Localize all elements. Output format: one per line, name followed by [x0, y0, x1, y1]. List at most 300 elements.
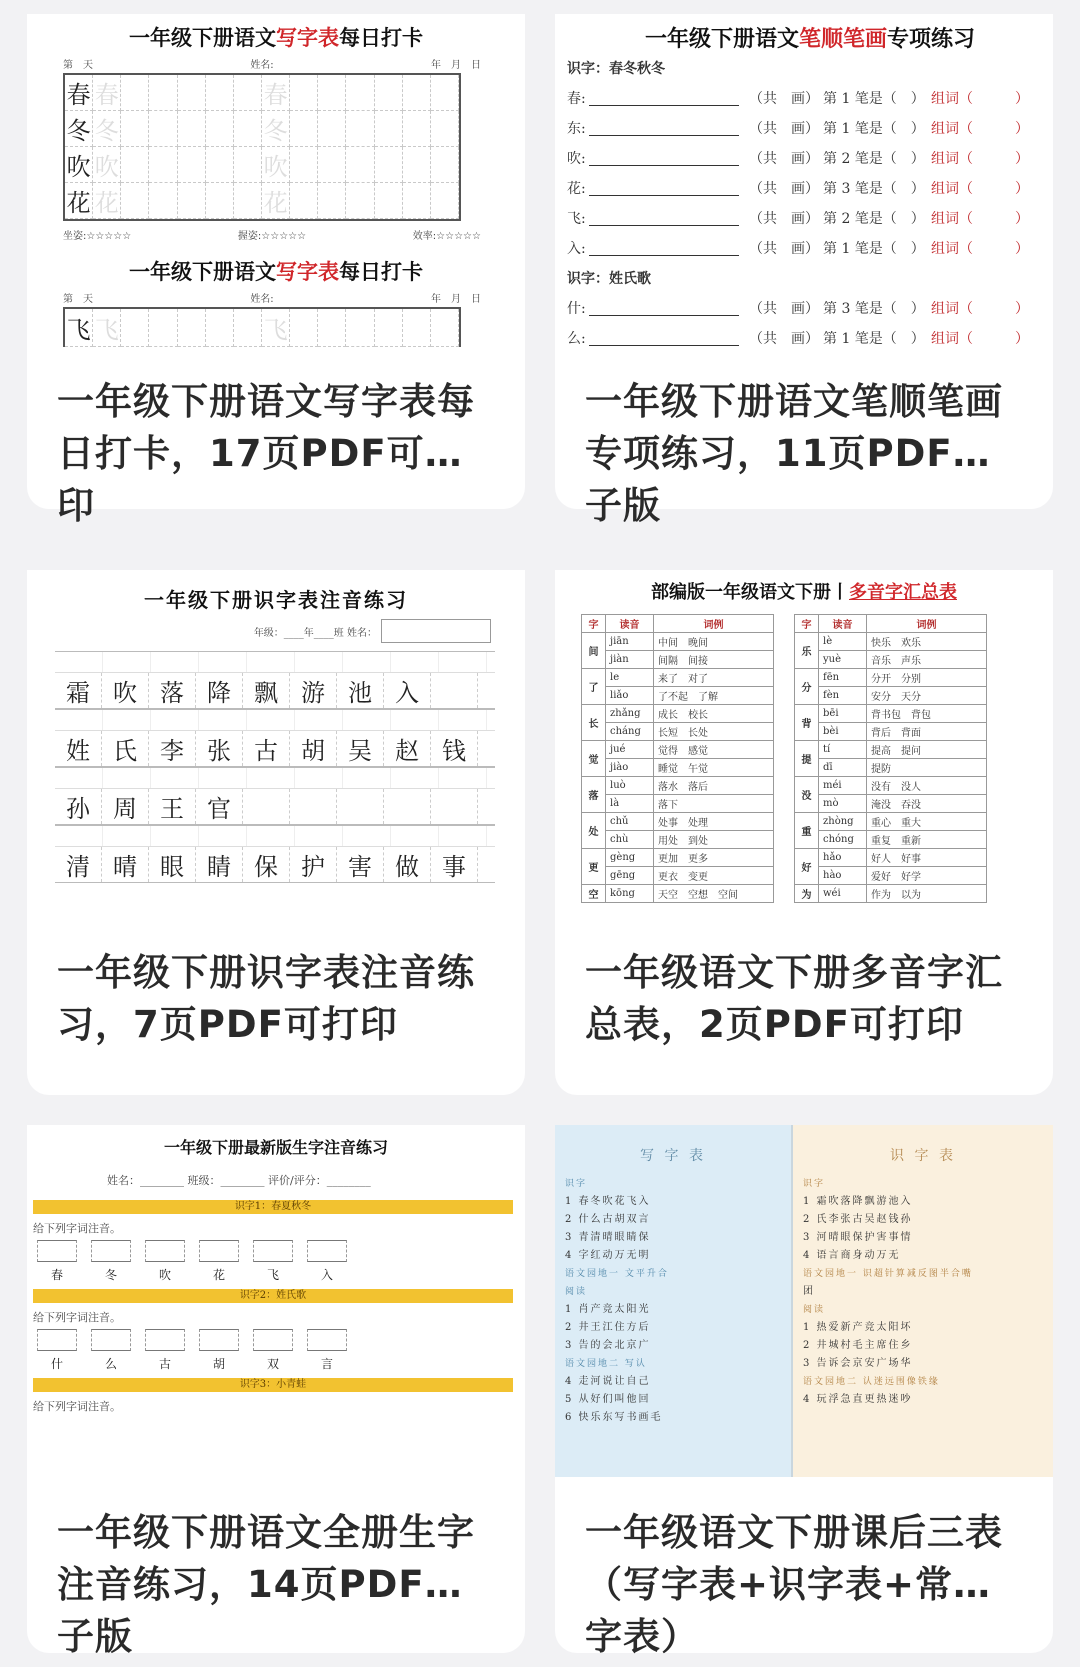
- stroke-count: （共 画）: [749, 211, 819, 227]
- grid-trace-char: 冬: [262, 111, 290, 147]
- example-cell: 落水 落后: [654, 777, 774, 795]
- table-row: [582, 741, 774, 759]
- table-row: [582, 831, 774, 849]
- table-row: [582, 885, 774, 903]
- pinyin-cell: jué: [606, 741, 654, 759]
- word-prompt: 组词（ ）: [931, 241, 1029, 257]
- table-row: [795, 777, 987, 795]
- example-cell: 快乐 欢乐: [867, 633, 987, 651]
- example-cell: 天空 空想 空间: [654, 885, 774, 903]
- pinyin-cell: luò: [606, 777, 654, 795]
- stroke-order: 第 1 笔是（ ）: [823, 331, 925, 347]
- answer-line: [589, 300, 739, 316]
- practice-char: [337, 789, 384, 824]
- pinyin-box: [145, 1240, 185, 1262]
- practice-char: 胡: [290, 731, 337, 766]
- poly-char: 重: [795, 813, 819, 849]
- example-cell: 觉得 感觉: [654, 741, 774, 759]
- book-line: 1 春冬吹花飞入: [565, 1196, 651, 1207]
- table-row: [795, 651, 987, 669]
- grid-trace-char: 飞: [93, 309, 121, 347]
- example-cell: 安分 天分: [867, 687, 987, 705]
- pinyin-cell: méi: [819, 777, 867, 795]
- stroke-count: （共 画）: [749, 241, 819, 257]
- pinyin-cell: le: [606, 669, 654, 687]
- pinyin-cell: lè: [819, 633, 867, 651]
- poly-char: 觉: [582, 741, 606, 777]
- section-prompt: 给下列字词注音。: [33, 1311, 121, 1324]
- table-row: [795, 687, 987, 705]
- pinyin-cell: dī: [819, 759, 867, 777]
- stroke-row-char: 飞:: [567, 211, 586, 227]
- stroke-count: （共 画）: [749, 121, 819, 137]
- book-line: 1 霜吹落降飘游池入: [803, 1196, 913, 1207]
- column-header: 字: [795, 615, 819, 633]
- grid-trace-char: 飞: [262, 309, 290, 347]
- book-line: 3 青清晴眼睛保: [565, 1232, 651, 1243]
- char-box: [37, 1240, 77, 1283]
- example-cell: 中间 晚间: [654, 633, 774, 651]
- pinyin-cell: jiào: [606, 759, 654, 777]
- stroke-order: 第 2 笔是（ ）: [823, 211, 925, 227]
- stroke-row: [567, 173, 1053, 203]
- practice-char: 钱: [431, 731, 478, 766]
- stroke-count: （共 画）: [749, 91, 819, 107]
- card-3-thumbnail[interactable]: [27, 570, 525, 920]
- book-line: 2 氏李张古吴赵钱孙: [803, 1214, 913, 1225]
- example-cell: 背后 背面: [867, 723, 987, 741]
- grid-char: 吹: [65, 147, 93, 183]
- answer-line: [589, 120, 739, 136]
- practice-char: 护: [290, 847, 337, 882]
- meta-date: 年 月 日: [431, 60, 481, 71]
- answer-line: [589, 150, 739, 166]
- pinyin-box: [307, 1329, 347, 1351]
- card-title[interactable]: 一年级下册语文写字表每日打卡，17页PDF可打印: [57, 380, 475, 527]
- product-card-4[interactable]: [555, 570, 1053, 1095]
- box-char: 么: [104, 1357, 117, 1371]
- table-row: [582, 723, 774, 741]
- stroke-row-char: 春:: [567, 91, 586, 107]
- table-row: [795, 759, 987, 777]
- char-box: [307, 1329, 347, 1372]
- book-line: 语文园地一 识超针算减反图半合嘴: [803, 1269, 973, 1279]
- pinyin-lines: [55, 651, 495, 673]
- product-card-1[interactable]: [27, 14, 525, 527]
- column-header: 读音: [819, 615, 867, 633]
- pinyin-cell: zhǎng: [606, 705, 654, 723]
- card-6-thumbnail[interactable]: [555, 1125, 1053, 1477]
- stroke-order: 第 2 笔是（ ）: [823, 151, 925, 167]
- example-cell: 用处 到处: [654, 831, 774, 849]
- example-cell: 重心 重大: [867, 813, 987, 831]
- answer-line: [589, 90, 739, 106]
- pinyin-cell: kōng: [606, 885, 654, 903]
- example-cell: 成长 校长: [654, 705, 774, 723]
- stroke-row-char: 东:: [567, 121, 586, 137]
- table-row: [795, 831, 987, 849]
- example-cell: 作为 以为: [867, 885, 987, 903]
- stroke-order: 第 3 笔是（ ）: [823, 181, 925, 197]
- char-box: [37, 1329, 77, 1372]
- table-row: [795, 867, 987, 885]
- example-cell: 来了 对了: [654, 669, 774, 687]
- pinyin-box: [199, 1329, 239, 1351]
- answer-line: [589, 210, 739, 226]
- pinyin-cell: cháng: [606, 723, 654, 741]
- stroke-row: [567, 83, 1053, 113]
- pinyin-box: [91, 1240, 131, 1262]
- stroke-row: [567, 323, 1053, 353]
- pinyin-cell: bèi: [819, 723, 867, 741]
- table-row: [582, 633, 774, 651]
- lesson-bar: 识字3：小青蛙: [33, 1378, 513, 1392]
- practice-char: 入: [384, 673, 431, 708]
- example-cell: 没有 没人: [867, 777, 987, 795]
- example-cell: 更加 更多: [654, 849, 774, 867]
- pinyin-box: [91, 1329, 131, 1351]
- pinyin-cell: mò: [819, 795, 867, 813]
- practice-char: 李: [149, 731, 196, 766]
- grid-trace-char: 花: [262, 183, 290, 219]
- pinyin-cell: chù: [606, 831, 654, 849]
- box-char: 言: [320, 1357, 333, 1371]
- example-cell: 爱好 好学: [867, 867, 987, 885]
- table-row: [582, 759, 774, 777]
- pinyin-cell: bēi: [819, 705, 867, 723]
- pinyin-cell: tí: [819, 741, 867, 759]
- pinyin-cell: gēng: [606, 867, 654, 885]
- stroke-row: [567, 293, 1053, 323]
- example-cell: 提防: [867, 759, 987, 777]
- card-5-thumbnail[interactable]: [27, 1125, 525, 1477]
- word-prompt: 组词（ ）: [931, 91, 1029, 107]
- book-line: 3 河晴眼保护害事情: [803, 1232, 913, 1243]
- stroke-order: 第 1 笔是（ ）: [823, 121, 925, 137]
- table-row: [795, 705, 987, 723]
- writing-table-page: [555, 1125, 793, 1477]
- practice-char: 睛: [196, 847, 243, 882]
- poly-char: 了: [582, 669, 606, 705]
- char-row: [55, 847, 495, 883]
- table-row: [582, 867, 774, 885]
- table-header: [795, 615, 987, 633]
- column-header: 词例: [867, 615, 987, 633]
- doc-title-2: 一年级下册语文写字表每日打卡: [129, 259, 423, 284]
- poly-char: 空: [582, 885, 606, 903]
- book-line: 3 告的会北京广: [565, 1340, 651, 1351]
- stroke-row-char: 入:: [567, 241, 586, 257]
- box-char: 冬: [104, 1268, 117, 1282]
- book-line: 语文园地二 认迷远围像铁缘: [803, 1377, 940, 1387]
- example-cell: 提高 提问: [867, 741, 987, 759]
- rating-posture: 坐姿:☆☆☆☆☆: [63, 231, 132, 242]
- table-row: [795, 795, 987, 813]
- card-1-thumbnail[interactable]: [27, 14, 525, 344]
- char-box: [199, 1329, 239, 1372]
- card-4-thumbnail[interactable]: [555, 570, 1053, 920]
- example-cell: 长短 长处: [654, 723, 774, 741]
- pinyin-lines: [55, 709, 495, 731]
- table-row: [582, 651, 774, 669]
- poly-char: 落: [582, 777, 606, 813]
- grid-trace-char: 冬: [93, 111, 121, 147]
- section-prompt: 给下列字词注音。: [33, 1400, 121, 1413]
- book-line: 语文园地一 文平升合: [565, 1269, 669, 1279]
- card-title[interactable]: 一年级语文下册课后三表（写字表+识字表+常用字表）: [585, 1511, 1003, 1658]
- stroke-count: （共 画）: [749, 301, 819, 317]
- word-prompt: 组词（ ）: [931, 181, 1029, 197]
- practice-char: 做: [384, 847, 431, 882]
- rating-efficiency: 效率:☆☆☆☆☆: [412, 231, 481, 242]
- doc-title: 一年级下册最新版生字注音练习: [163, 1138, 388, 1157]
- table-row: [795, 669, 987, 687]
- pinyin-box: [253, 1240, 293, 1262]
- practice-char: [290, 789, 337, 824]
- char-box: [253, 1329, 293, 1372]
- practice-char: 官: [196, 789, 243, 824]
- poly-char: 好: [795, 849, 819, 885]
- column-header: 词例: [654, 615, 774, 633]
- table-row: [582, 813, 774, 831]
- book-line: 团: [803, 1286, 815, 1297]
- table-row: [795, 849, 987, 867]
- table-row: [795, 813, 987, 831]
- box-char: 胡: [212, 1357, 225, 1371]
- poly-char: 更: [582, 849, 606, 885]
- polyphonic-table-right: [794, 614, 987, 903]
- example-cell: 更衣 变更: [654, 867, 774, 885]
- doc-title: 一年级下册识字表注音练习: [144, 588, 408, 612]
- table-row: [795, 723, 987, 741]
- pinyin-cell: liǎo: [606, 687, 654, 705]
- answer-line: [589, 180, 739, 196]
- pinyin-box: [37, 1329, 77, 1351]
- doc-title: 部编版一年级语文下册丨多音字汇总表: [651, 582, 957, 603]
- example-cell: 音乐 声乐: [867, 651, 987, 669]
- practice-char: 保: [243, 847, 290, 882]
- example-cell: 重复 重新: [867, 831, 987, 849]
- practice-char: 事: [431, 847, 478, 882]
- table-row: [795, 741, 987, 759]
- practice-char: 眼: [149, 847, 196, 882]
- answer-line: [589, 240, 739, 256]
- product-card-6[interactable]: [555, 1125, 1053, 1658]
- box-char: 入: [320, 1268, 333, 1282]
- example-cell: 睡觉 午觉: [654, 759, 774, 777]
- poly-char: 乐: [795, 633, 819, 669]
- char-box: [145, 1240, 185, 1283]
- pinyin-cell: hǎo: [819, 849, 867, 867]
- stroke-count: （共 画）: [749, 181, 819, 197]
- grid-char: 春: [65, 75, 93, 111]
- box-char: 春: [50, 1268, 63, 1282]
- table-header: [582, 615, 774, 633]
- book-line: 5 从好们叫他回: [565, 1394, 651, 1405]
- practice-char: 赵: [384, 731, 431, 766]
- pinyin-cell: jiān: [606, 633, 654, 651]
- book-line: 2 什么古胡双言: [565, 1214, 651, 1225]
- word-prompt: 组词（ ）: [931, 121, 1029, 137]
- practice-char: 氏: [102, 731, 149, 766]
- pinyin-box: [145, 1329, 185, 1351]
- card-title[interactable]: 一年级语文下册多音字汇总表，2页PDF可打印: [585, 951, 1003, 1046]
- example-cell: 淹没 吞没: [867, 795, 987, 813]
- meta-class-name: 年级：____年____班 姓名：: [253, 627, 377, 639]
- pinyin-cell: fēn: [819, 669, 867, 687]
- char-box: [91, 1329, 131, 1372]
- char-row: [55, 673, 495, 709]
- stroke-row-char: 花:: [567, 181, 586, 197]
- book-line: 语文园地二 写认: [565, 1359, 647, 1369]
- pinyin-cell: yuè: [819, 651, 867, 669]
- poly-char: 长: [582, 705, 606, 741]
- char-box: [307, 1240, 347, 1283]
- poly-char: 背: [795, 705, 819, 741]
- pinyin-cell: gèng: [606, 849, 654, 867]
- table-row: [582, 705, 774, 723]
- example-cell: 好人 好事: [867, 849, 987, 867]
- stroke-row: [567, 143, 1053, 173]
- practice-char: 周: [102, 789, 149, 824]
- char-box: [91, 1240, 131, 1283]
- poly-char: 没: [795, 777, 819, 813]
- practice-char: 姓: [55, 731, 102, 766]
- card-title[interactable]: 一年级下册识字表注音练习，7页PDF可打印: [57, 951, 475, 1046]
- stroke-count: （共 画）: [749, 151, 819, 167]
- pinyin-cell: fèn: [819, 687, 867, 705]
- practice-char: 霜: [55, 673, 102, 708]
- doc-title: 一年级下册语文写字表每日打卡: [129, 25, 423, 50]
- practice-char: 王: [149, 789, 196, 824]
- poly-char: 处: [582, 813, 606, 849]
- pinyin-lines: [55, 767, 495, 789]
- grid-trace-char: 春: [262, 75, 290, 111]
- meta-day: 第 天: [63, 294, 93, 305]
- section-heading: 识字：春冬秋冬: [567, 61, 665, 77]
- meta-name: 姓名:: [250, 60, 274, 71]
- practice-char: 池: [337, 673, 384, 708]
- word-prompt: 组词（ ）: [931, 211, 1029, 227]
- reading-table-page: [793, 1125, 1053, 1477]
- grid-char: 花: [65, 183, 93, 219]
- product-card-5[interactable]: [27, 1125, 525, 1658]
- column-header: 字: [582, 615, 606, 633]
- book-line: 2 井城村毛主席住乡: [803, 1340, 913, 1351]
- practice-char: 清: [55, 847, 102, 882]
- grid-char: 飞: [65, 309, 93, 347]
- pinyin-box: [37, 1240, 77, 1262]
- meta-day: 第 天: [63, 60, 93, 71]
- stroke-row-char: 么:: [567, 331, 586, 347]
- grid-trace-char: 吹: [93, 147, 121, 183]
- stroke-row-char: 吹:: [567, 151, 586, 167]
- char-box: [253, 1240, 293, 1283]
- book-line: 1 热爱新产竞太阳坏: [803, 1322, 913, 1333]
- char-box-row: [37, 1329, 525, 1372]
- page-title: 写 字 表: [640, 1148, 706, 1164]
- book-line: 6 快乐东写书画毛: [565, 1412, 663, 1423]
- pinyin-box: [253, 1329, 293, 1351]
- box-char: 花: [212, 1268, 225, 1282]
- card-2-thumbnail[interactable]: [555, 14, 1053, 347]
- pinyin-cell: chóng: [819, 831, 867, 849]
- book-line: 阅读: [803, 1305, 826, 1315]
- poly-char: 间: [582, 633, 606, 669]
- grid-char: 冬: [65, 111, 93, 147]
- book-line: 识字: [565, 1179, 588, 1189]
- box-char: 吹: [158, 1268, 171, 1282]
- box-char: 双: [266, 1357, 279, 1371]
- example-cell: 背书包 背包: [867, 705, 987, 723]
- practice-char: 害: [337, 847, 384, 882]
- table-row: [582, 669, 774, 687]
- word-prompt: 组词（ ）: [931, 151, 1029, 167]
- practice-char: [431, 789, 478, 824]
- example-cell: 间隔 间接: [654, 651, 774, 669]
- stroke-order: 第 1 笔是（ ）: [823, 91, 925, 107]
- stroke-count: （共 画）: [749, 331, 819, 347]
- word-prompt: 组词（ ）: [931, 301, 1029, 317]
- box-char: 古: [158, 1357, 171, 1371]
- practice-char: 吹: [102, 673, 149, 708]
- example-cell: 分开 分别: [867, 669, 987, 687]
- polyphonic-table-left: [581, 614, 774, 903]
- card-title[interactable]: 一年级下册语文笔顺笔画专项练习，11页PDF电子版: [585, 380, 1003, 527]
- name-boxes: [381, 619, 491, 643]
- pinyin-cell: wéi: [819, 885, 867, 903]
- writing-grid: [63, 73, 461, 221]
- char-row: [55, 731, 495, 767]
- meta-fields: 姓名：________ 班级：________ 评价/评分：________: [107, 1174, 371, 1187]
- poly-char: 提: [795, 741, 819, 777]
- product-card-3[interactable]: [27, 570, 525, 1095]
- card-title[interactable]: 一年级下册语文全册生字注音练习，14页PDF电子版: [57, 1511, 475, 1658]
- meta-name: 姓名:: [250, 294, 274, 305]
- table-row: [582, 777, 774, 795]
- stroke-order: 第 1 笔是（ ）: [823, 241, 925, 257]
- practice-char: 落: [149, 673, 196, 708]
- practice-char: [243, 789, 290, 824]
- lesson-bar: 识字2：姓氏歌: [33, 1289, 513, 1303]
- char-box: [199, 1240, 239, 1283]
- book-line: 2 井王江住方后: [565, 1322, 651, 1333]
- stroke-row: [567, 233, 1053, 263]
- book-line: 4 走河说让自己: [565, 1376, 651, 1387]
- char-row: [55, 789, 495, 825]
- product-card-2[interactable]: [555, 14, 1053, 527]
- practice-char: 吴: [337, 731, 384, 766]
- stroke-row-char: 什:: [567, 301, 586, 317]
- grid-trace-char: 春: [93, 75, 121, 111]
- stroke-row: [567, 203, 1053, 233]
- table-row: [795, 885, 987, 903]
- lesson-bar: 识字1：春夏秋冬: [33, 1200, 513, 1214]
- book-line: 阅读: [565, 1287, 588, 1297]
- poly-char: 分: [795, 669, 819, 705]
- practice-char: [384, 789, 431, 824]
- box-char: 飞: [266, 1268, 279, 1282]
- practice-char: 降: [196, 673, 243, 708]
- page-title: 识 字 表: [890, 1148, 956, 1164]
- pinyin-box: [199, 1240, 239, 1262]
- practice-char: 孙: [55, 789, 102, 824]
- practice-char: 晴: [102, 847, 149, 882]
- practice-char: [431, 673, 478, 708]
- box-char: 什: [50, 1357, 63, 1371]
- section-heading: 识字：姓氏歌: [567, 271, 651, 287]
- section-prompt: 给下列字词注音。: [33, 1222, 121, 1235]
